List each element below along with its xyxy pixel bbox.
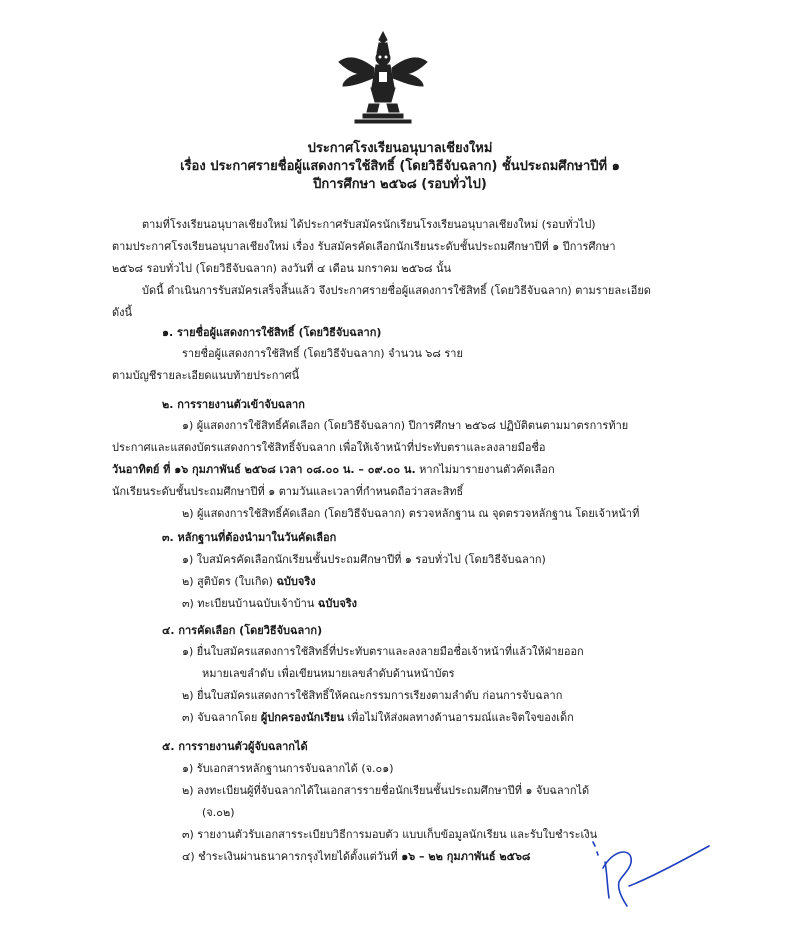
list-item: ๑) รับเอกสารหลักฐานการจับฉลากได้ (จ.๐๑) xyxy=(182,762,394,775)
list-item: ๑) ใบสมัครคัดเลือกนักเรียนชั้นประถมศึกษาปีที่ ๑ รอบทั่วไป (โดยวิธีจับฉลาก) xyxy=(182,553,546,566)
list-item-emphasis: ผู้ปกครองนักเรียน xyxy=(260,711,344,724)
list-item xyxy=(112,462,555,478)
intro-paragraph-line: ตามประกาศโรงเรียนอนุบาลเชียงใหม่ เรื่อง รับสมัครคัดเลือกนักเรียนระดับชั้นประถมศึกษาปีที่ ๑ ปีการศึกษา xyxy=(112,240,616,253)
list-item: นักเรียนระดับชั้นประถมศึกษาปีที่ ๑ ตามวันและเวลาที่กำหนดถือว่าสละสิทธิ์ xyxy=(112,485,464,498)
announcement-title: ประกาศโรงเรียนอนุบาลเชียงใหม่ xyxy=(307,141,493,156)
garuda-emblem-icon xyxy=(333,28,433,126)
list-item: ๒) ยื่นใบสมัครแสดงการใช้สิทธิ์ให้คณะกรรมการเรียงตามลำดับ ก่อนการจับฉลาก xyxy=(182,689,563,702)
list-item-text: ๔) ชำระเงินผ่านธนาคารกรุงไทยได้ตั้งแต่วันที่ xyxy=(182,850,402,863)
list-item: ๒) ลงทะเบียนผู้ที่จับฉลากได้ในเอกสารรายชื่อนักเรียนชั้นประถมศึกษาปีที่ ๑ จับฉลากได้ xyxy=(182,784,590,797)
intro-paragraph-line: ดังนี้ xyxy=(112,306,133,319)
list-item xyxy=(182,849,530,865)
intro-paragraph-line: ๒๕๖๘ รอบทั่วไป (โดยวิธีจับฉลาก) ลงวันที่ ๔ เดือน มกราคม ๒๕๖๘ นั้น xyxy=(112,262,452,275)
list-item: ประกาศและแสดงบัตรแสดงการใช้สิทธิ์จับฉลาก เพื่อให้เจ้าหน้าที่ประทับตราและลงลายมือชื่อ xyxy=(112,441,546,454)
list-item: หมายเลขลำดับ เพื่อเขียนหมายเลขลำดับด้านหน้าบัตร xyxy=(202,667,455,680)
section-heading: ๕. การรายงานตัวผู้จับฉลากได้ xyxy=(162,740,308,753)
report-date-time: วันอาทิตย์ ที่ ๑๖ กุมภาพันธ์ ๒๕๖๘ เวลา ๐๘.๐๐ น. – ๐๙.๐๐ น. xyxy=(112,463,416,476)
list-item-text: เพื่อไม่ให้ส่งผลทางด้านอารมณ์และจิตใจของเด็ก xyxy=(343,711,574,724)
list-item: ๒) ผู้แสดงการใช้สิทธิ์คัดเลือก (โดยวิธีจับฉลาก) ตรวจหลักฐาน ณ จุดตรวจหลักฐาน โดยเจ้าหน้าที่ xyxy=(182,507,640,520)
list-item: ๓) รายงานตัวรับเอกสารระเบียบวิธีการมอบตัว แบบเก็บข้อมูลนักเรียน และรับใบชำระเงิน xyxy=(182,828,598,841)
section-line: ตามบัญชีรายละเอียดแนบท้ายประกาศนี้ xyxy=(112,369,300,382)
section-heading: ๑. รายชื่อผู้แสดงการใช้สิทธิ์ (โดยวิธีจับฉลาก) xyxy=(162,326,382,339)
list-item-text: หากไม่มารายงานตัวคัดเลือก xyxy=(415,463,555,476)
list-item-text: ๓) จับฉลากโดย xyxy=(182,711,261,724)
list-item-text: ๓) ทะเบียนบ้านฉบับเจ้าบ้าน xyxy=(182,597,318,610)
list-item-emphasis: ฉบับจริง xyxy=(317,597,358,610)
list-item-text: ๒) สูติบัตร (ใบเกิด) xyxy=(182,575,277,588)
section-heading: ๓. หลักฐานที่ต้องนำมาในวันคัดเลือก xyxy=(162,531,337,544)
list-item-emphasis: ฉบับจริง xyxy=(276,575,316,588)
list-item: ๑) ยื่นใบสมัครแสดงการใช้สิทธิ์ที่ประทับตราและลงลายมือชื่อเจ้าหน้าที่แล้วให้ฝ่ายออก xyxy=(182,645,584,658)
intro-paragraph-line: ตามที่โรงเรียนอนุบาลเชียงใหม่ ได้ประกาศรับสมัครนักเรียนโรงเรียนอนุบาลเชียงใหม่ (รอบทั่วไป) xyxy=(142,218,596,231)
intro-paragraph-line: บัดนี้ ดำเนินการรับสมัครเสร็จสิ้นแล้ว จึงประกาศรายชื่อผู้แสดงการใช้สิทธิ์ (โดยวิธีจับฉลาก) ตามรายละเอียด xyxy=(142,284,651,297)
section-heading: ๔. การคัดเลือก (โดยวิธีจับฉลาก) xyxy=(162,624,323,637)
academic-year: ปีการศึกษา ๒๕๖๘ (รอบทั่วไป) xyxy=(313,177,487,192)
announcement-subject: เรื่อง ประกาศรายชื่อผู้แสดงการใช้สิทธิ์ (โดยวิธีจับฉลาก) ชั้นประถมศึกษาปีที่ ๑ xyxy=(180,159,620,174)
list-item: ๑) ผู้แสดงการใช้สิทธิ์คัดเลือก (โดยวิธีจับฉลาก) ปีการศึกษา ๒๕๖๘ ปฏิบัติตนตามมาตรการท้าย xyxy=(182,419,629,432)
list-item: (จ.๐๒) xyxy=(202,806,235,819)
list-item xyxy=(182,596,357,612)
list-item xyxy=(182,710,574,726)
payment-dates: ๑๖ – ๒๒ กุมภาพันธ์ ๒๕๖๘ xyxy=(401,850,531,863)
section-line: รายชื่อผู้แสดงการใช้สิทธิ์ (โดยวิธีจับฉลาก) จำนวน ๖๘ ราย xyxy=(182,347,463,360)
handwritten-signature-icon xyxy=(585,832,715,912)
list-item xyxy=(182,574,316,590)
section-heading: ๒. การรายงานตัวเข้าจับฉลาก xyxy=(162,398,305,411)
